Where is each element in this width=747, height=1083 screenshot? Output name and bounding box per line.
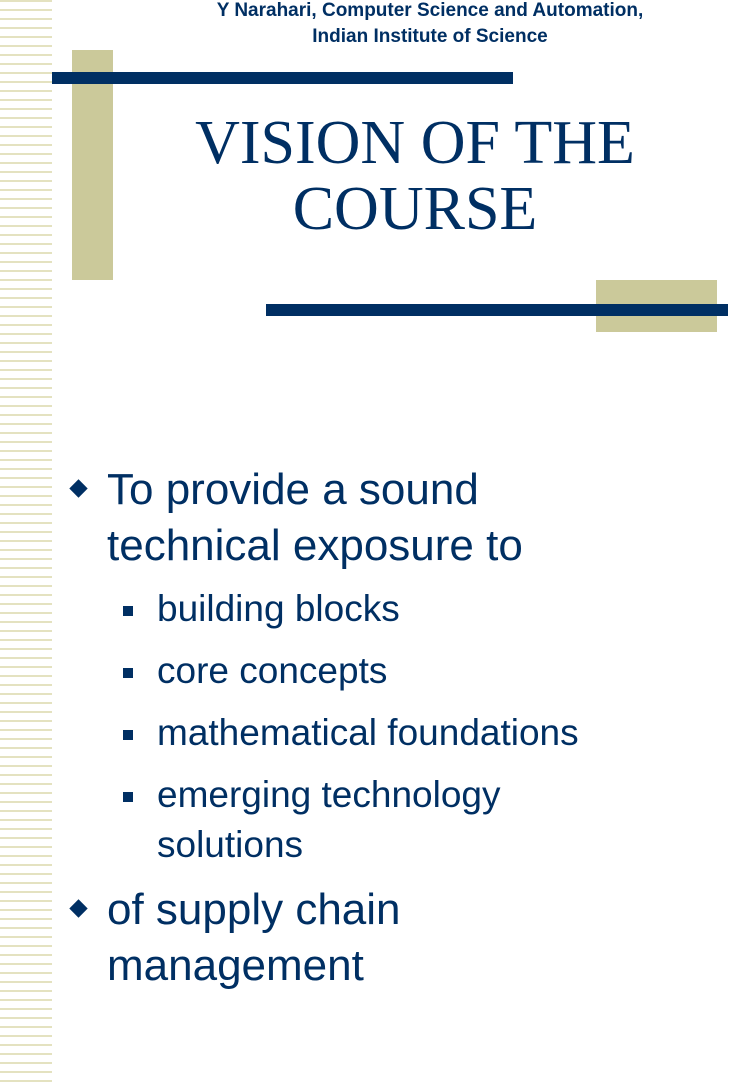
square-bullet-icon xyxy=(123,606,133,616)
diamond-bullet-icon xyxy=(69,479,87,497)
sub-bullet-text: building blocks xyxy=(157,588,400,629)
bullet-text-line: management xyxy=(107,941,364,990)
header-institute-line: Indian Institute of Science xyxy=(312,26,548,47)
bullet-level1-supply-chain xyxy=(70,882,730,994)
diamond-bullet-icon xyxy=(69,899,87,917)
bullet-text-line: of supply chain xyxy=(107,885,401,934)
decorative-navy-bar-bottom xyxy=(266,304,728,316)
square-bullet-icon xyxy=(123,730,133,740)
slide-title xyxy=(140,110,690,242)
bullet-text-line: technical exposure to xyxy=(107,521,523,570)
sub-bullet-text-line: emerging technology xyxy=(157,774,501,815)
sub-bullet-list xyxy=(70,584,730,870)
decorative-stripe-border xyxy=(0,0,52,1083)
sub-bullet-core-concepts xyxy=(70,646,730,696)
sub-bullet-emerging-technology xyxy=(70,770,730,870)
square-bullet-icon xyxy=(123,668,133,678)
sub-bullet-text-line: solutions xyxy=(157,824,304,865)
header-author-line: Y Narahari, Computer Science and Automation, xyxy=(216,0,644,21)
sub-bullet-text: mathematical foundations xyxy=(157,712,579,753)
slide-body xyxy=(70,462,730,994)
bullet-text-line: To provide a sound xyxy=(107,465,479,514)
sub-bullet-mathematical-foundations xyxy=(70,708,730,758)
decorative-khaki-block-left xyxy=(72,50,113,280)
sub-bullet-building-blocks xyxy=(70,584,730,634)
title-line-2: COURSE xyxy=(292,175,538,243)
bullet-level1-provide-exposure xyxy=(70,462,730,574)
title-line-1: VISION OF THE xyxy=(195,109,635,177)
slide-header xyxy=(150,0,710,50)
decorative-navy-bar-top xyxy=(52,72,513,84)
square-bullet-icon xyxy=(123,792,133,802)
sub-bullet-text: core concepts xyxy=(157,650,388,691)
